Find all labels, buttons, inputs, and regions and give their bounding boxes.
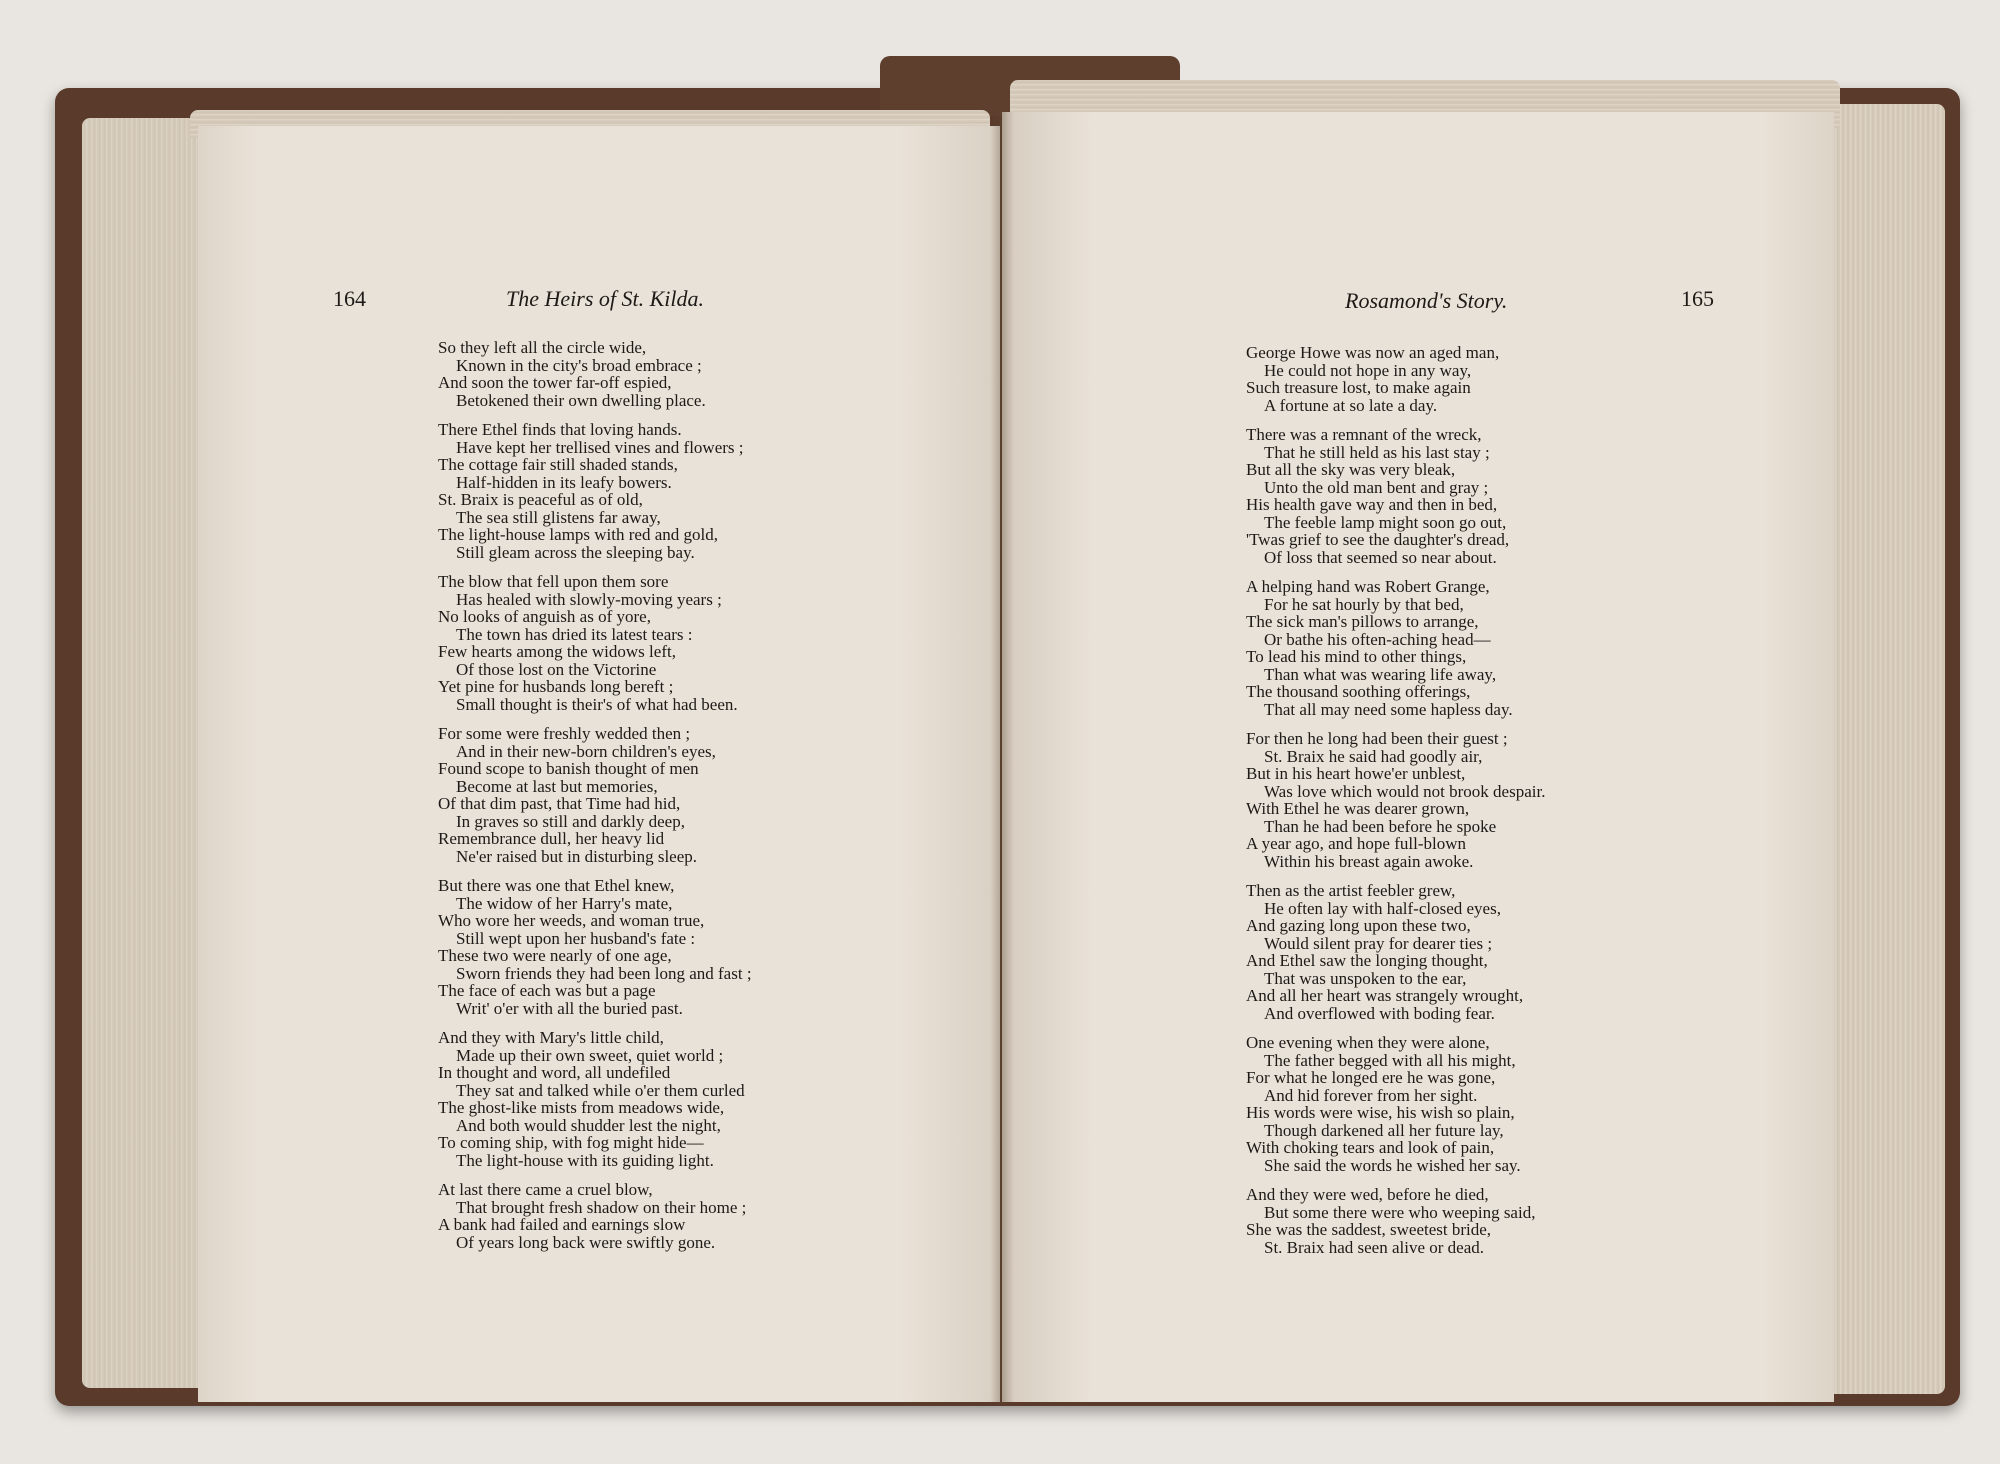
poem-line: Of loss that seemed so near about. <box>1264 547 1497 567</box>
poem-text <box>1246 344 1545 1268</box>
poem-line: At last there came a cruel blow, <box>438 1180 653 1199</box>
poem-line: And Ethel saw the longing thought, <box>1246 951 1488 970</box>
poem-line: Then as the artist feebler grew, <box>1246 881 1456 900</box>
poem-line: Who wore her weeds, and woman true, <box>438 911 705 930</box>
poem-line: The sea still glistens far away, <box>456 507 661 527</box>
poem-line: Made up their own sweet, quiet world ; <box>456 1045 724 1065</box>
poem-line: One evening when they were alone, <box>1246 1033 1490 1052</box>
poem-line: The light-house with its guiding light. <box>456 1150 714 1170</box>
poem-line: There was a remnant of the wreck, <box>1246 425 1482 444</box>
stanza <box>438 1029 752 1169</box>
poem-line: And soon the tower far-off espied, <box>438 373 672 392</box>
poem-line: Within his breast again awoke. <box>1264 851 1474 871</box>
poem-line: But in his heart howe'er unblest, <box>1246 764 1466 783</box>
running-title: The Heirs of St. Kilda. <box>506 286 705 311</box>
poem-line: With choking tears and look of pain, <box>1246 1138 1495 1157</box>
poem-line: St. Braix had seen alive or dead. <box>1264 1237 1484 1257</box>
poem-line: The light-house lamps with red and gold, <box>438 525 718 544</box>
poem-line: To coming ship, with fog might hide— <box>438 1133 704 1152</box>
poem-line: He often lay with half-closed eyes, <box>1264 898 1501 918</box>
left-page-edges <box>82 118 212 1388</box>
stanza <box>438 725 752 865</box>
poem-line: George Howe was now an aged man, <box>1246 343 1500 362</box>
poem-text <box>438 339 752 1263</box>
poem-line: And hid forever from her sight. <box>1264 1085 1478 1105</box>
poem-line: Sworn friends they had been long and fast ; <box>456 963 752 983</box>
stanza <box>1246 1034 1545 1174</box>
book-gutter <box>990 112 1014 1404</box>
poem-line: 'Twas grief to see the daughter's dread, <box>1246 530 1510 549</box>
poem-line: The face of each was but a page <box>438 981 656 1000</box>
poem-line: They sat and talked while o'er them curled <box>456 1080 745 1100</box>
poem-line: She said the words he wished her say. <box>1264 1155 1521 1175</box>
poem-line: Few hearts among the widows left, <box>438 642 676 661</box>
poem-line: She was the saddest, sweetest bride, <box>1246 1220 1492 1239</box>
poem-line: A bank had failed and earnings slow <box>438 1215 686 1234</box>
poem-line: The feeble lamp might soon go out, <box>1264 512 1507 532</box>
poem-line: Known in the city's broad embrace ; <box>456 355 702 375</box>
poem-line: Of years long back were swiftly gone. <box>456 1232 716 1252</box>
poem-line: There Ethel finds that loving hands. <box>438 420 682 439</box>
poem-line: And in their new-born children's eyes, <box>456 741 716 761</box>
running-title: Rosamond's Story. <box>1345 288 1508 313</box>
poem-line: But there was one that Ethel knew, <box>438 876 675 895</box>
poem-line: In graves so still and darkly deep, <box>456 811 685 831</box>
poem-line: Would silent pray for dearer ties ; <box>1264 933 1493 953</box>
poem-line: The cottage fair still shaded stands, <box>438 455 678 474</box>
poem-line: Than what was wearing life away, <box>1264 664 1497 684</box>
stanza <box>438 421 752 561</box>
page-number: 165 <box>1681 286 1714 311</box>
poem-line: The town has dried its latest tears : <box>456 624 693 644</box>
stanza <box>1246 882 1545 1022</box>
poem-line: And all her heart was strangely wrought, <box>1246 986 1524 1005</box>
poem-line: With Ethel he was dearer grown, <box>1246 799 1470 818</box>
poem-line: A fortune at so late a day. <box>1264 395 1438 415</box>
poem-line: He could not hope in any way, <box>1264 360 1472 380</box>
poem-line: A year ago, and hope full-blown <box>1246 834 1466 853</box>
poem-line: Than he had been before he spoke <box>1264 816 1497 836</box>
poem-line: The father begged with all his might, <box>1264 1050 1516 1070</box>
poem-line: For some were freshly wedded then ; <box>438 724 691 743</box>
poem-line: That was unspoken to the ear, <box>1264 968 1467 988</box>
poem-line: Though darkened all her future lay, <box>1264 1120 1504 1140</box>
poem-line: Still gleam across the sleeping bay. <box>456 542 695 562</box>
stanza <box>1246 426 1545 566</box>
poem-line: Has healed with slowly-moving years ; <box>456 589 722 609</box>
poem-line: That brought fresh shadow on their home ; <box>456 1197 747 1217</box>
poem-line: No looks of anguish as of yore, <box>438 607 651 626</box>
poem-line: His words were wise, his wish so plain, <box>1246 1103 1515 1122</box>
poem-line: The ghost-like mists from meadows wide, <box>438 1098 725 1117</box>
poem-line: St. Braix is peaceful as of old, <box>438 490 643 509</box>
left-page <box>198 126 1000 1402</box>
poem-line: The blow that fell upon them sore <box>438 572 669 591</box>
poem-line: Betokened their own dwelling place. <box>456 390 706 410</box>
stanza <box>1246 578 1545 718</box>
stanza <box>1246 1186 1545 1256</box>
right-page-edges <box>1815 104 1945 1394</box>
poem-line: So they left all the circle wide, <box>438 338 647 357</box>
poem-line: Still wept upon her husband's fate : <box>456 928 696 948</box>
poem-line: Yet pine for husbands long bereft ; <box>438 677 674 696</box>
poem-line: The sick man's pillows to arrange, <box>1246 612 1479 631</box>
poem-line: For then he long had been their guest ; <box>1246 729 1508 748</box>
poem-line: Become at last but memories, <box>456 776 658 796</box>
poem-line: Remembrance dull, her heavy lid <box>438 829 665 848</box>
stanza <box>1246 344 1545 414</box>
poem-line: The widow of her Harry's mate, <box>456 893 673 913</box>
poem-line: In thought and word, all undefiled <box>438 1063 671 1082</box>
poem-line: And they were wed, before he died, <box>1246 1185 1489 1204</box>
poem-line: Have kept her trellised vines and flowers ; <box>456 437 744 457</box>
poem-line: That all may need some hapless day. <box>1264 699 1513 719</box>
poem-line: For he sat hourly by that bed, <box>1264 594 1464 614</box>
poem-line: And they with Mary's little child, <box>438 1028 664 1047</box>
poem-line: Ne'er raised but in disturbing sleep. <box>456 846 698 866</box>
poem-line: His health gave way and then in bed, <box>1246 495 1498 514</box>
stanza <box>1246 730 1545 870</box>
poem-line: St. Braix he said had goodly air, <box>1264 746 1483 766</box>
poem-line: These two were nearly of one age, <box>438 946 672 965</box>
poem-line: For what he longed ere he was gone, <box>1246 1068 1496 1087</box>
stanza <box>438 877 752 1017</box>
poem-line: And both would shudder lest the night, <box>456 1115 721 1135</box>
poem-line: The thousand soothing offerings, <box>1246 682 1471 701</box>
right-page <box>1002 112 1834 1402</box>
poem-line: But all the sky was very bleak, <box>1246 460 1456 479</box>
poem-line: A helping hand was Robert Grange, <box>1246 577 1490 596</box>
poem-line: Half-hidden in its leafy bowers. <box>456 472 672 492</box>
poem-line: Of those lost on the Victorine <box>456 659 657 679</box>
poem-line: Or bathe his often-aching head— <box>1264 629 1491 649</box>
stanza <box>438 1181 752 1251</box>
poem-line: Found scope to banish thought of men <box>438 759 699 778</box>
poem-line: And gazing long upon these two, <box>1246 916 1471 935</box>
poem-line: That he still held as his last stay ; <box>1264 442 1490 462</box>
poem-line: But some there were who weeping said, <box>1264 1202 1536 1222</box>
poem-line: To lead his mind to other things, <box>1246 647 1467 666</box>
stanza <box>438 573 752 713</box>
poem-line: Small thought is their's of what had been. <box>456 694 738 714</box>
poem-line: Was love which would not brook despair. <box>1264 781 1546 801</box>
poem-line: Of that dim past, that Time had hid, <box>438 794 681 813</box>
stanza <box>438 339 752 409</box>
poem-line: Unto the old man bent and gray ; <box>1264 477 1489 497</box>
poem-line: Such treasure lost, to make again <box>1246 378 1471 397</box>
page-number: 164 <box>333 286 366 311</box>
poem-line: And overflowed with boding fear. <box>1264 1003 1495 1023</box>
poem-line: Writ' o'er with all the buried past. <box>456 998 683 1018</box>
